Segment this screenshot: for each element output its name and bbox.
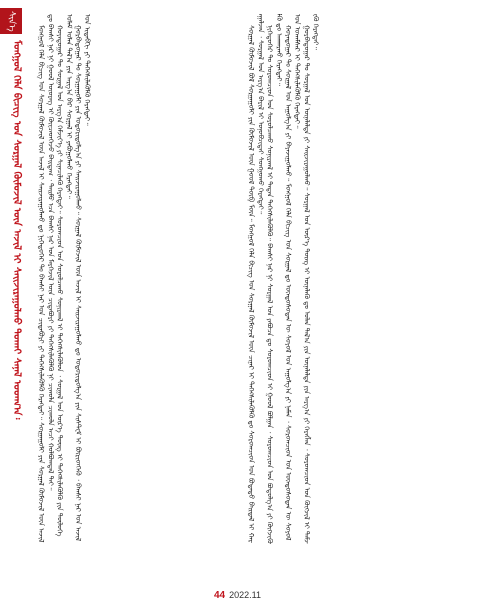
page-number: 44 <box>214 590 226 601</box>
issue-date: 2022.11 <box>229 590 261 600</box>
paragraph: ᠭᠤᠷᠪᠠᠳᠤᠭᠠᠷ ᠲᠤ ᠰᠤᠷᠭᠠᠭᠤᠯᠢ ᠶᠢᠨ ᠤᠳᠤᠷᠢᠳᠤᠯᠭ᠎ᠠ ᠶᠢ ᠰᠠᠢᠵᠢᠷᠠᠭᠤᠯᠬᠤ᠃ ᠰᠤᠷᠭᠠᠯ ᠬᠦᠮᠦᠵᠢᠯ ᠦᠨ ᠠᠵᠢᠯ ᠢ ᠰᠠᠢᠵᠢᠷᠠᠭᠤᠯᠬᠤ ᠳᠤ ᠤᠳᠤᠷᠢᠳᠤᠯᠭ᠎ᠠ ᠶᠢᠨ ᠰᠢᠰᠲ᠋ᠧᠮ ᠢ ᠪᠦᠷᠢᠳᠬᠡᠬᠦ ᠂ ᠪᠠᠭᠰᠢ ᠨᠠᠷ ᠤᠨ ᠠᠵᠢᠯ ᠤᠨ ᠢᠳᠡᠪᠬᠢ ᠶᠢ ᠳᠡᠭᠡᠭᠰᠢᠯᠡᠭᠦᠯᠬᠦ ᠬᠡᠷᠡᠭᠲᠡᠢ᠃ <box>74 14 92 541</box>
paragraph: ᠨᠢᠭᠡᠳᠦᠭᠡᠷ ᠲᠤ ᠰᠤᠷᠤᠭᠴᠢᠳ ᠤᠨ ᠰᠤᠷᠤᠯᠴᠠᠬᠤ ᠰᠣᠨᠢᠷᠬᠠᠯ ᠢ ᠲᠠᠲᠠᠨ ᠳᠡᠭᠡᠭᠰᠢᠯᠡᠭᠦᠯᠬᠦ᠃ ᠪᠠᠭᠰᠢ ᠨᠠᠷ ᠨᠢ ᠰᠤᠷᠭᠠᠯ ᠤᠨ ᠶᠠᠪᠤᠴᠠ ᠳᠤ ᠰᠤᠷᠤᠭᠴᠢᠳ ᠢ ᠭᠣᠣᠯ ᠪᠣᠯᠭᠠᠨ ᠂ ᠰᠤᠷᠤᠭᠴᠢᠳ ᠤᠨ ᠪᠣᠳᠤᠯᠭ᠎ᠠ ᠶᠢ ᠬᠥᠭᠵᠢᠭᠦᠯᠬᠦ ᠳᠤ ᠠᠨᠬᠠᠷᠬᠤ ᠬᠡᠷᠡᠭᠲᠡᠢ᠃ <box>265 14 283 544</box>
page-footer <box>214 590 261 601</box>
section-tab-label: ᠰᠢᠨ᠎ᠡ <box>6 10 16 32</box>
section-tab <box>0 8 22 34</box>
article-title: ᠮᠣᠩᠭᠣᠯ ᠬᠡᠯᠡ ᠪᠢᠴᠢᠭ ᠤᠨ ᠰᠤᠷᠭᠠᠯ ᠬᠦᠮᠦᠵᠢᠯ ᠦᠨ ᠠᠵᠢᠯ ᠢ ᠰᠠᠢᠵᠢᠷᠠᠭᠤᠯᠬᠤ ᠲᠤᠬᠠᠢ ᠰᠠᠨᠠᠯ ᠤᠳᠬ᠎ᠠ᠄ <box>11 40 22 420</box>
body-text-right <box>246 14 470 544</box>
paragraph: ᠮᠣᠩᠭᠣᠯ ᠬᠡᠯᠡ ᠪᠢᠴᠢᠭ ᠤᠨ ᠰᠤᠷᠭᠠᠯ ᠬᠦᠮᠦᠵᠢᠯ ᠦᠨ ᠠᠵᠢᠯ ᠢ ᠰᠠᠢᠵᠢᠷᠠᠭᠤᠯᠬᠤ ᠳᠤ ᠨᠢᠭᠡᠳᠦᠭᠡᠷ ᠲᠤ ᠪᠠᠭᠰᠢ ᠨᠠᠷ ᠤᠨ ᠴᠢᠳᠠᠪᠤᠷᠢ ᠶᠢ ᠳᠡᠭᠡᠭᠰᠢᠯᠡᠭᠦᠯᠬᠦ ᠬᠡᠷᠡᠭᠲᠡᠢ᠃ ᠰᠤᠷᠭᠠᠭᠤᠯᠢ ᠶᠢᠨ ᠰᠤᠷᠭᠠᠯ ᠬᠦᠮᠦᠵᠢᠯ ᠦᠨ ᠠᠵᠢᠯ ᠳᠤ ᠪᠠᠭᠰᠢ ᠨᠠᠷ ᠨᠢ ᠭᠣᠣᠯ ᠦᠦᠷᠡᠭ ᠢ ᠭᠦᠢᠴᠡᠳᠬᠡᠵᠦ ᠪᠠᠢᠳᠠᠭ ᠂ ᠲᠡᠢᠮᠦ ᠡᠴᠡ ᠪᠠᠭᠰᠢ ᠨᠠᠷ ᠤᠨ ᠮᠡᠷᠭᠡᠵᠢᠯ ᠦᠨ ᠴᠢᠳᠠᠪᠤᠷᠢ ᠶᠢ ᠳᠡᠭᠡᠭᠰᠢᠯᠡᠭᠦᠯᠬᠦ ᠨᠢ ᠴᠢᠬᠤᠯᠠ ᠴᠢᠬᠤᠯᠠ ᠠᠴᠢ ᠬᠣᠯᠪᠣᠭᠳᠠᠯ ᠲᠠᠢ᠃ <box>37 14 55 542</box>
paragraph: ᠭᠤᠷᠪᠠᠳᠤᠭᠠᠷ ᠲᠤ ᠰᠤᠷᠭᠠᠯ ᠤᠨ ᠦᠨᠡᠯᠡᠯᠲᠡ ᠶᠢ ᠰᠠᠢᠵᠢᠷᠠᠭᠤᠯᠬᠤ᠃ ᠰᠤᠷᠭᠠᠯ ᠤᠨ ᠦᠷ᠎ᠡ ᠳᠦᠩ ᠢ ᠦᠨᠡᠯᠡᠬᠦ ᠳᠤ ᠣᠯᠠᠨ ᠲᠠᠯ᠎ᠠ ᠶᠢᠨ ᠦᠨᠡᠯᠡᠯᠲᠡ ᠶᠢᠨ ᠠᠷᠭ᠎ᠠ ᠶᠢ ᠬᠡᠷᠡᠭᠯᠡᠨ ᠂ ᠰᠤᠷᠤᠭᠴᠢᠳ ᠤᠨ ᠬᠥᠭᠵᠢᠯ ᠢ ᠳᠡᠮᠵᠢᠬᠦ ᠬᠡᠷᠡᠭᠲᠡᠢ᠃ <box>302 14 320 543</box>
paragraph: ᠬᠣᠶᠠᠳᠤᠭᠠᠷ ᠲᠤ ᠰᠤᠷᠭᠠᠯ ᠤᠨ ᠠᠭᠤᠯᠭ᠎ᠠ ᠶᠢ ᠪᠠᠶᠠᠵᠢᠭᠤᠯᠬᠤ᠃ ᠮᠣᠩᠭᠣᠯ ᠬᠡᠯᠡ ᠪᠢᠴᠢᠭ ᠤᠨ ᠰᠤᠷᠭᠠᠯ ᠳᠤ ᠦᠨᠳᠦᠰᠦᠲᠡᠨ ᠦ ᠰᠣᠶᠣᠯ ᠤᠨ ᠠᠭᠤᠯᠭ᠎ᠠ ᠶᠢ ᠨᠡᠮᠡᠨ ᠂ ᠰᠤᠷᠤᠭᠴᠢᠳ ᠤᠨ ᠦᠨᠳᠦᠰᠦᠲᠡᠨ ᠦ ᠰᠣᠶᠣᠯ ᠤᠨ ᠤᠬᠠᠮᠰᠠᠷ ᠢ ᠳᠡᠭᠡᠭᠰᠢᠯᠡᠭᠦᠯᠬᠦ ᠬᠡᠷᠡᠭᠲᠡᠢ᠃ <box>284 14 302 540</box>
paragraph: ᠬᠣᠶᠠᠳᠤᠭᠠᠷ ᠲᠤ ᠰᠤᠷᠭᠠᠯ ᠤᠨ ᠠᠷᠭ᠎ᠠ ᠬᠡᠮᠵᠢᠶ᠎ᠡ ᠶᠢ ᠰᠢᠨᠡᠴᠢᠯᠡᠬᠦ ᠬᠡᠷᠡᠭᠲᠡᠢ᠃ ᠰᠤᠷᠤᠭᠴᠢᠳ ᠤᠨ ᠰᠤᠷᠤᠯᠴᠠᠬᠤ ᠰᠣᠨᠢᠷᠬᠠᠯ ᠢ ᠳᠡᠭᠡᠭᠰᠢᠯᠡᠭᠦᠯᠦᠨ ᠂ ᠰᠤᠷᠭᠠᠯ ᠤᠨ ᠦᠷ᠎ᠡ ᠳᠦᠩ ᠢ ᠳᠡᠭᠡᠭᠰᠢᠯᠡᠭᠦᠯᠬᠦ ᠶᠢᠨ ᠲᠥᠯᠦᠭᠡ ᠤᠯᠠᠮ ᠣᠯᠠᠨ ᠲᠠᠯ᠎ᠠ ᠶᠢᠨ ᠠᠷᠭ᠎ᠠ ᠪᠠᠷ ᠰᠤᠷᠭᠠᠯ ᠢ ᠶᠠᠪᠤᠭᠤᠯᠬᠤ ᠬᠡᠷᠡᠭᠲᠡᠢ᠃ <box>55 14 73 536</box>
body-text-left <box>36 14 236 544</box>
paragraph: ᠰᠤᠷᠭᠠᠯ ᠬᠦᠮᠦᠵᠢᠯ ᠪᠣᠯ ᠰᠤᠷᠭᠠᠭᠤᠯᠢ ᠶᠢᠨ ᠬᠦᠮᠦᠵᠢᠯ ᠦᠨ ᠭᠣᠣᠯ ᠲᠥᠪ ᠮᠥᠨ᠃ ᠮᠣᠩᠭᠣᠯ ᠬᠡᠯᠡ ᠪᠢᠴᠢᠭ ᠤᠨ ᠰᠤᠷᠭᠠᠯ ᠬᠦᠮᠦᠵᠢᠯ ᠦᠨ ᠴᠢᠨᠠᠷ ᠢ ᠳᠡᠭᠡᠭᠰᠢᠯᠡᠭᠦᠯᠬᠦ ᠳᠤ ᠰᠤᠷᠤᠭᠴᠢᠳ ᠤᠨ ᠪᠣᠳᠠᠲᠤ ᠪᠠᠢᠳᠠᠯ ᠢ ᠬᠠᠷᠠᠭᠠᠯᠵᠠᠨ ᠂ ᠰᠤᠷᠭᠠᠯ ᠤᠨ ᠠᠷᠭ᠎ᠠ ᠪᠠᠷᠢᠯ ᠢ ᠣᠨᠣᠪᠴᠢᠲᠠᠢ ᠰᠣᠩᠭᠣᠬᠤ ᠬᠡᠷᠡᠭᠲᠡᠢ᠃ <box>247 14 265 543</box>
